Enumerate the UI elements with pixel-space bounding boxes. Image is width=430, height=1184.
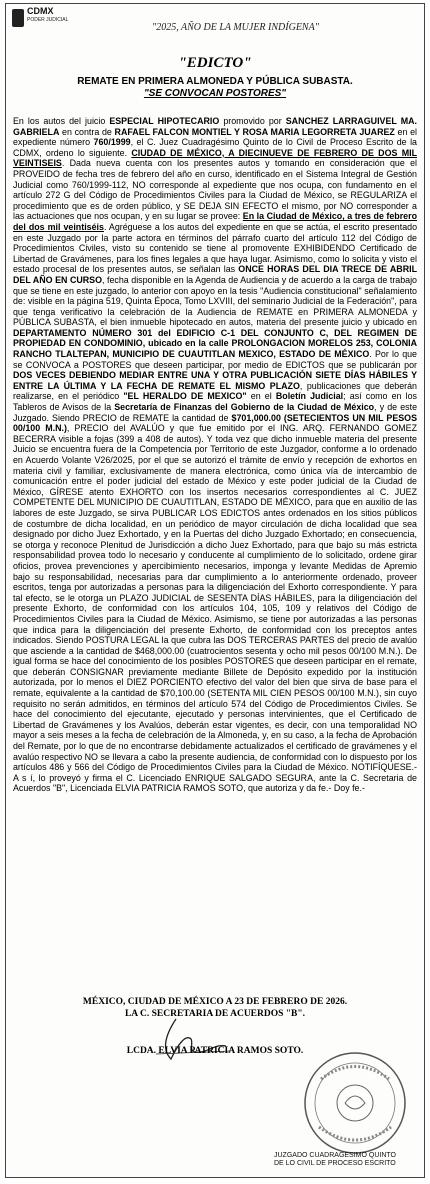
- body-text: , fecha disponible en la Agenda de Audiencia y de acuerdo a la carga de trabajo que se tiene en este juzgado, lo anterior con apoyo en la tesis "Audiencia constitucional" señalamiento de: visible en la página 519, Quinta Época, Tomo LXVIII, del seminario Judicial de la Federación", para que tenga verificativo la celebración de la Audiencia de REMATE en PRIMERA ALMONEDA y PÚBLICA SUBASTA, el bien inmueble hipotecado en autos, materia del presente juicio y ubicado en: [13, 274, 417, 328]
- case-number: 760/1999: [93, 137, 131, 148]
- body-text: , PRECIO del AVALÚO y que fue emitido por el ING. ARQ. FERNANDO GOMEZ BECERRA visible a fojas (399 a 408 de autos). Y toda vez que dicho inmueble materia del presente Juicio se encuentra fuera de la Competencia por Territorio de este Juzgador, conforme a lo ordenado en Acuerdo Volante V26/2025, por el que se autorizó el trámite de envío y recepción de exhortos en materia civil y familiar, exclusivamente de manera electrónica, como única vía de intercambio de comunicación entre el poder judicial del estado de México y este poder judicial de la Ciudad de México, GÍRESE atento EXHORTO con los insertos necesarios correspondientes al C. JUEZ COMPETENTE DEL MUNICIPIO DE CUAUTITLAN, ESTADO DE MÉXICO, para que en auxilio de las labores de este Juzgado, se sirva PUBLICAR LOS EDICTOS antes ordenados en los sitios públicos de costumbre de dicha localidad, en un periódico de mayor circulación de dicha localidad que sea designado por dicho Juez Exhortado, y en la Puertas del dicho Juzgado Exhortado; en consecuencia, se otorga y reconoce Plenitud de Jurisdicción a dicho Juez Exhortado, para que bajo su más estricta responsabilidad provea todo lo necesario y conducente al cumplimiento de lo solicitado, ordene girar oficios, provea prevenciones y apercibimiento necesarios, imponga y levante Medidas de Apremio bajo su responsabilidad, necesarias para dar cumplimiento a lo anteriormente ordenado, proveer escritos, tenga por autorizadas a personas para la diligenciación del Exhorto correspondiente. Y para tal efecto, se le otorga un PLAZO JUDICIAL de SESENTA DÍAS HÁBILES, para la diligenciación del presente Exhorto, de conformidad con los artículos 104, 105, 109 y relativos del Código de Procedimientos Civiles para la Ciudad de México. Asimismo, se tiene por autorizadas a las personas que indica para la diligenciación del presente Exhorto, de conformidad con los preceptos antes indicados. Siendo POSTURA LEGAL la que cubra las DOS TERCERAS PARTES del precio de avalúo que asciende a la cantidad de $468,000.00 (cuatrocientos sesenta y ocho mil pesos 00/100 M.N.). De igual forma se hace del conocimiento de los posibles POSTORES que deseen participar en el remate, que deberán CONSIGNAR previamente mediante Billete de Depósito expedido por la institución autorizada, por lo menos el DIEZ PORCIENTO efectivo del valor del bien que sirva de base para el remate, equivalente a la cantidad de $70,100.00 (SETENTA MIL CIEN PESOS 00/100 M.N.), sin cuyo requisito no serán admitidos, en términos del artículo 574 del Código de Procedimientos Civiles. Se hace del conocimiento del ejecutante, ejecutado y personas intervinientes, que el Certificado de Libertad de Gravámenes y los Avalúos, deberán estar vigentes, es decir, con una temporalidad NO mayor a seis meses a la fecha de celebración de la Almoneda, y, en su caso, a la fecha de Aprobación del Remate, por lo que de no encontrarse debidamente actualizados el certificado de gravámenes y el avalúo respectivo NO se llevara a cabo la presente audiencia, de conformidad con lo dispuesto por los artículos 486 y 566 del Código de Procedimientos Civiles para la Ciudad de México. NOTIFÍQUESE.- A s í, lo proveyó y firma el C. Licenciado ENRIQUE SALGADO SEGURA, ante la C. Secretaria de Acuerdos "B", Licenciada ELVIA PATRICIA RAMOS SOTO, que autoriza y da fe.- Doy fe.-: [13, 423, 417, 794]
- logo-text: CDMX: [27, 6, 54, 16]
- finance-office: Secretaría de Finanzas del Gobierno de la Ciudad de México: [114, 402, 375, 413]
- body-text: , y de este Juzgado. Siendo PRECIO de REMATE la cantidad de: [13, 402, 417, 423]
- plaintiff-name: SANCHEZ LARRAGUIVEL MA. GABRIELA: [13, 116, 417, 137]
- body-text: en el: [246, 391, 276, 402]
- document-page: [5, 3, 425, 1178]
- property-address: DEPARTAMENTO NÚMERO 301 del EDIFICIO C-1 DEL CONJUNTO C, DEL REGIMEN DE PROPIEDAD EN CONDOMINIO, ubicado en la calle PROLONGACION MORELOS 253, COLONIA RANCHO TLALTEPAN, MUNICIPIO DE CUAUTITLAN MEXICO, ESTADO DE MÉXICO: [13, 327, 417, 360]
- body-text: ; así como en los Tableros de Avisos de la: [13, 391, 417, 413]
- cdmx-logo: [12, 7, 72, 35]
- edict-body: [13, 116, 417, 974]
- seal-line-2: DE LO CIVIL DE PROCESO ESCRITO: [274, 1160, 396, 1167]
- body-text: . Dada nueva cuenta con los presentes autos y tomando en consideración que el PROVEIDO de fecha tres de febrero del año en curso, identificado en el Sistema Integral de Gestión Judicial como 760/1999-112, NO corresponde al expediente que nos ocupa, con fundamento en el artículo 272 G del Código de Procedimientos Civiles para la Ciudad de México, se REGULARIZA el procedimiento que es de orden público, y SE DEJA SIN EFECTO el mismo, por NO corresponder a las actuaciones que nos ocupan, y en su lugar se provee:: [13, 158, 417, 222]
- body-text: En los autos del juicio: [13, 116, 110, 126]
- body-bold: ESPECIAL HIPOTECARIO: [109, 116, 220, 126]
- call-for-bidders: "SE CONVOCAN POSTORES": [143, 88, 287, 99]
- bulletin-name: Boletín Judicial: [275, 391, 344, 402]
- publication-terms: DOS VECES DEBIENDO MEDIAR ENTRE UNA Y OTRA PUBLICACIÓN SIETE DÍAS HÁBILES Y ENTRE LA ÚLTIMA Y LA FECHA DE REMATE EL MISMO PLAZO: [13, 370, 417, 391]
- body-text: promovido por: [219, 116, 286, 126]
- handwritten-signature: [146, 1014, 236, 1064]
- court-seal-icon: [301, 1049, 409, 1157]
- hearing-date: ONCE HORAS DEL DIA TRECE DE ABRIL DEL AÑO EN CURSO: [13, 264, 417, 285]
- place-date: MÉXICO, CIUDAD DE MÉXICO A 23 DE FEBRERO DE 2026.: [82, 997, 348, 1007]
- court-seal-label: [274, 1152, 424, 1168]
- auction-price: $701,000.00 (SETECIENTOS UN MIL PESOS 00/100 M.N.): [13, 412, 417, 434]
- seal-line-1: JUZGADO CUADRAGESIMO QUINTO: [274, 1152, 396, 1159]
- year-motto: "2025, AÑO DE LA MUJER INDÍGENA": [152, 22, 319, 33]
- edict-title: "EDICTO": [178, 55, 252, 71]
- secretary-title: LA C. SECRETARIA DE ACUERDOS "B".: [124, 1009, 306, 1019]
- body-text: , publicaciones que deberán realizarse, en el periódico: [13, 380, 417, 402]
- edict-subtitle: REMATE EN PRIMERA ALMONEDA Y PÚBLICA SUBASTA.: [77, 76, 353, 87]
- logo-mark-icon: [12, 9, 24, 27]
- signer-name: LCDA. ELVIA PATRICIA RAMOS SOTO.: [126, 1046, 304, 1056]
- body-text: , el C. Juez Cuadragésimo Quinto de lo Civil de Proceso Escrito de la CDMX, ordeno lo siguiente.: [13, 137, 417, 158]
- logo-subtext: PODER JUDICIAL: [27, 17, 69, 23]
- newspaper-name: "EL HERALDO DE MEXICO": [123, 391, 247, 402]
- defendant-names: RAFAEL FALCON MONTIEL Y ROSA MARIA LEGORRETA JUAREZ: [114, 126, 395, 137]
- order-date: CIUDAD DE MÉXICO, A DIECINUEVE DE FEBRERO DE DOS MIL VEINTISEIS: [13, 147, 417, 169]
- body-text: en el expediente número: [13, 126, 417, 148]
- body-text: . Por lo que se CONVOCA a POSTORES que deseen participar, por medio de EDICTOS que se publicarán por: [13, 349, 417, 370]
- body-text: en contra de: [59, 126, 115, 137]
- new-order-date: En la Ciudad de México, a tres de febrero del dos mil veintiséis: [13, 211, 417, 232]
- body-text: . Agréguese a los autos del expediente en que se actúa, el escrito presentado en este Juzgado por la parte actora en términos del párrafo cuarto del artículo 112 del Código de Procedimientos Civiles, visto su contenido se tiene al promovente EXHIBIDENDO Certificado de Libertad de Gravámenes, para los fines legales a que haya lugar. Asimismo, como lo solicita y visto el estado procesal de los presentes autos, se señalan las: [13, 221, 417, 275]
